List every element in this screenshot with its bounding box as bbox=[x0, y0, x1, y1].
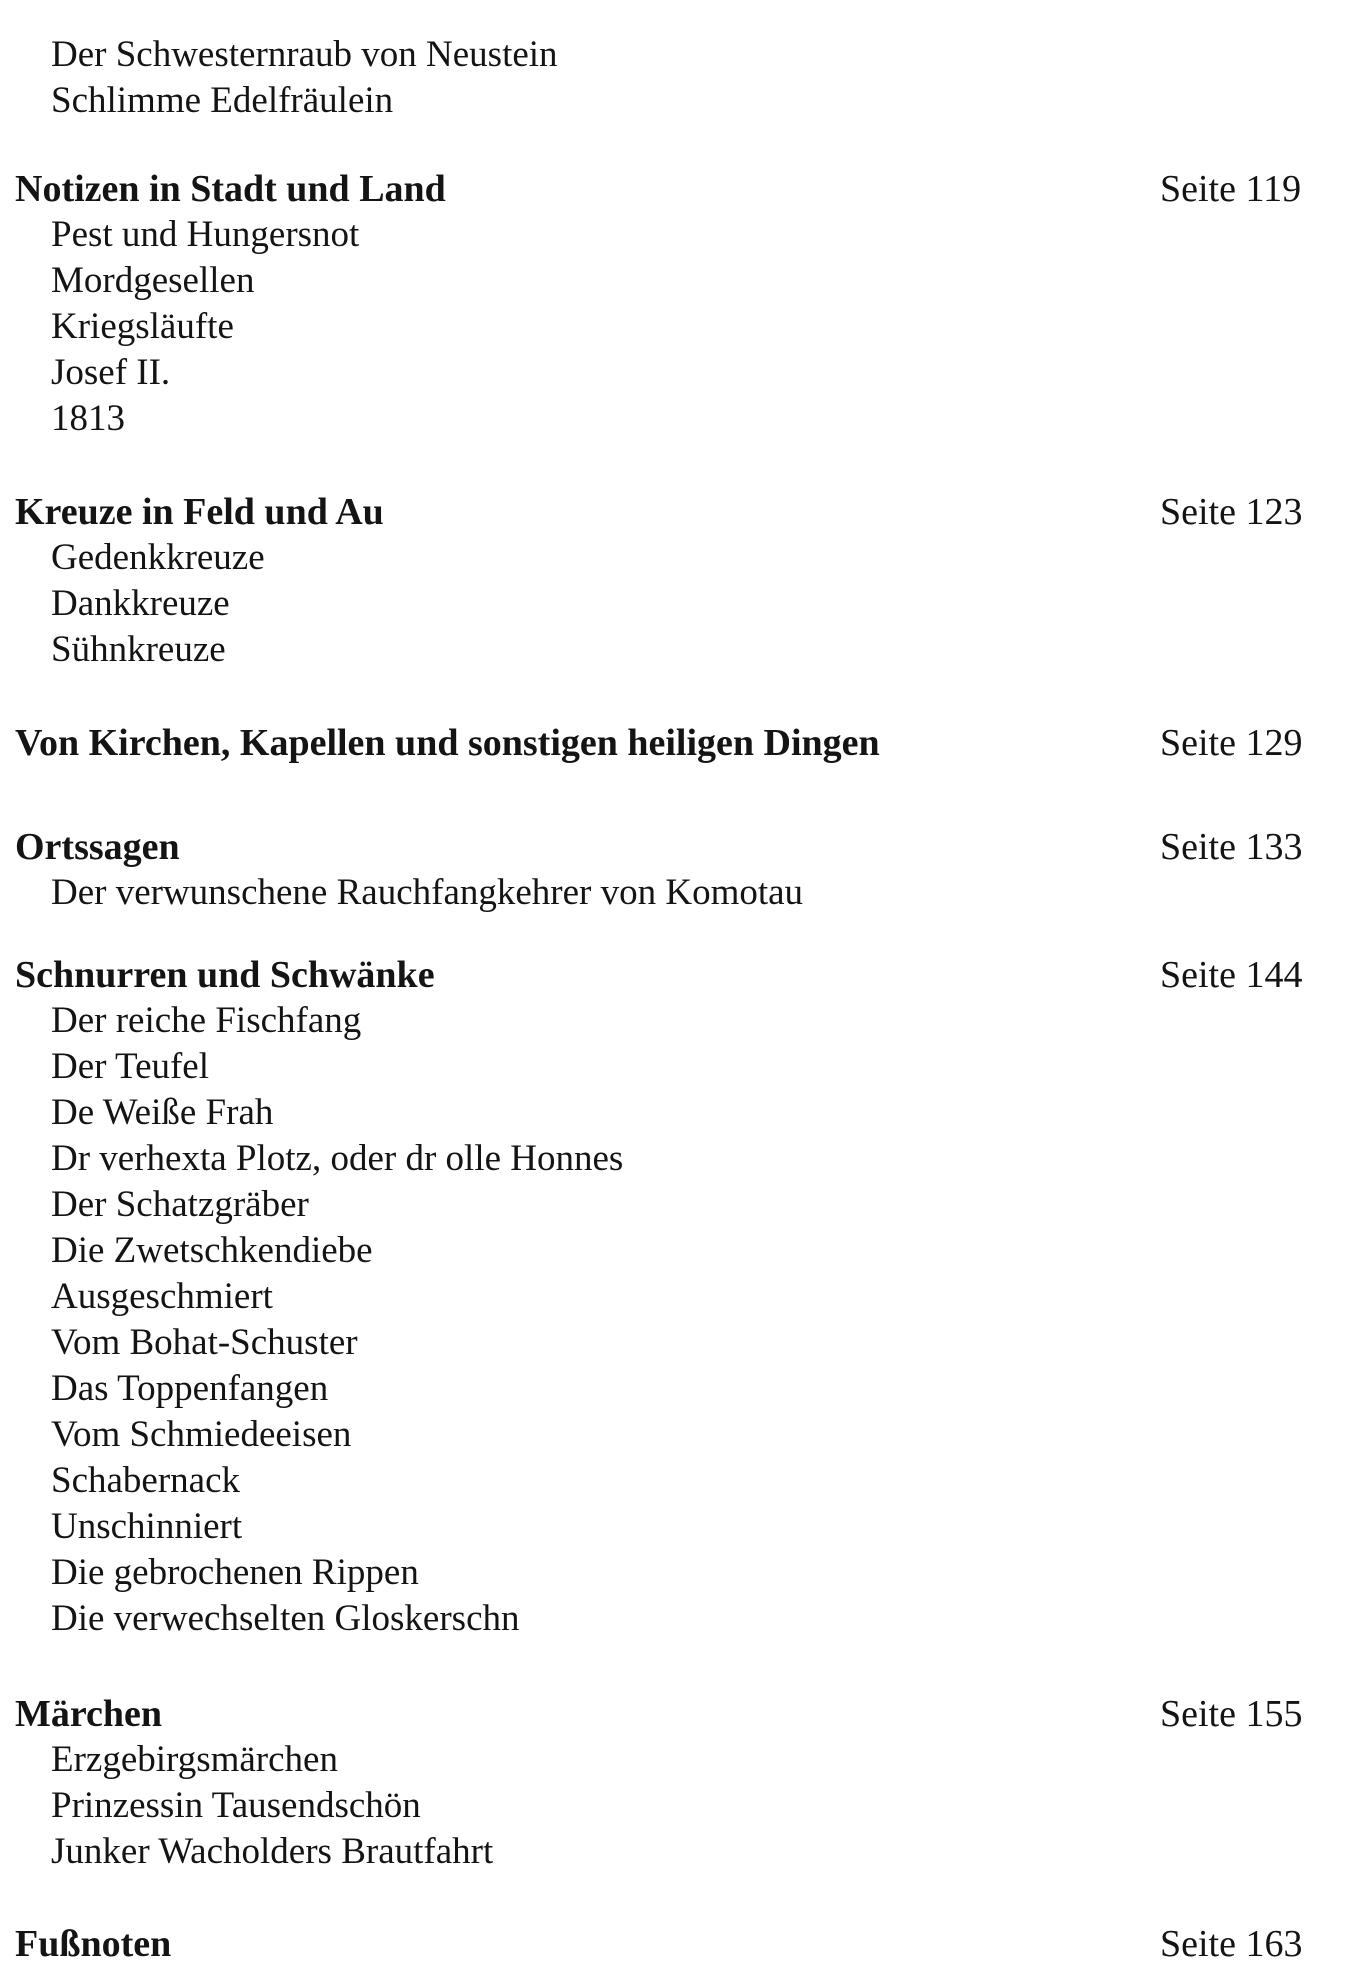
toc-lead-items bbox=[0, 32, 1372, 124]
toc-item: 1813 bbox=[51, 398, 125, 439]
section-title: Von Kirchen, Kapellen und sonstigen heiligen Dingen bbox=[15, 722, 880, 764]
toc-section-ortssagen bbox=[0, 824, 1372, 916]
toc-item: De Weiße Frah bbox=[51, 1092, 274, 1133]
toc-item: Schabernack bbox=[51, 1460, 241, 1501]
toc-item: Dankkreuze bbox=[51, 583, 230, 624]
toc-item: Unschinniert bbox=[51, 1506, 243, 1547]
toc-item: Prinzessin Tausendschön bbox=[51, 1785, 421, 1826]
section-title: Ortssagen bbox=[15, 826, 180, 868]
toc-item: Josef II. bbox=[51, 352, 171, 393]
toc-item: Sühnkreuze bbox=[51, 629, 226, 670]
toc-item: Mordgesellen bbox=[51, 260, 255, 301]
toc-item: Junker Wacholders Brautfahrt bbox=[51, 1831, 494, 1872]
section-page-ref: Seite 129 bbox=[1160, 722, 1303, 764]
toc-item-list bbox=[0, 535, 1372, 673]
toc-section-header bbox=[0, 824, 1372, 870]
toc-item: Erzgebirgsmärchen bbox=[51, 1739, 338, 1780]
section-title: Notizen in Stadt und Land bbox=[15, 168, 446, 210]
toc-section-maerchen bbox=[0, 1691, 1372, 1875]
section-title: Fußnoten bbox=[15, 1923, 172, 1965]
toc-item: Die verwechselten Gloskerschn bbox=[51, 1598, 520, 1639]
toc-item: Der reiche Fischfang bbox=[51, 1000, 362, 1041]
toc-item: Kriegsläufte bbox=[51, 306, 234, 347]
section-page-ref: Seite 133 bbox=[1160, 826, 1303, 868]
section-page-ref: Seite 123 bbox=[1160, 491, 1303, 533]
toc-item: Die Zwetschkendiebe bbox=[51, 1230, 373, 1271]
toc-section-header bbox=[0, 166, 1372, 212]
toc-section-notizen bbox=[0, 166, 1372, 442]
section-page-ref: Seite 163 bbox=[1160, 1923, 1303, 1965]
toc-section-kreuze bbox=[0, 489, 1372, 673]
section-title: Märchen bbox=[15, 1693, 163, 1735]
toc-item: Dr verhexta Plotz, oder dr olle Honnes bbox=[51, 1138, 624, 1179]
toc-item: Das Toppenfangen bbox=[51, 1368, 329, 1409]
toc-item: Der verwunschene Rauchfangkehrer von Komotau bbox=[51, 872, 804, 913]
toc-section-kirchen bbox=[0, 720, 1372, 766]
toc-section-header bbox=[0, 720, 1372, 766]
toc-item: Vom Bohat-Schuster bbox=[51, 1322, 358, 1363]
toc-item-list bbox=[0, 212, 1372, 442]
toc-item: Schlimme Edelfräulein bbox=[51, 80, 394, 121]
toc-item-list bbox=[0, 998, 1372, 1642]
toc-item: Der Schwesternraub von Neustein bbox=[51, 34, 558, 75]
toc-item: Der Teufel bbox=[51, 1046, 210, 1087]
toc-section-header bbox=[0, 489, 1372, 535]
toc-section-schnurren bbox=[0, 952, 1372, 1642]
section-page-ref: Seite 144 bbox=[1160, 954, 1303, 996]
toc-section-header bbox=[0, 1921, 1372, 1967]
toc-item-list bbox=[0, 1737, 1372, 1875]
section-page-ref: Seite 155 bbox=[1160, 1693, 1303, 1735]
toc-section-header bbox=[0, 952, 1372, 998]
toc-item: Pest und Hungersnot bbox=[51, 214, 360, 255]
section-page-ref: Seite 119 bbox=[1160, 168, 1302, 210]
toc-section-header bbox=[0, 1691, 1372, 1737]
toc-item-list bbox=[0, 32, 1372, 124]
toc-item: Der Schatzgräber bbox=[51, 1184, 309, 1225]
toc-item: Gedenkkreuze bbox=[51, 537, 265, 578]
section-title: Schnurren und Schwänke bbox=[15, 954, 435, 996]
toc-item: Ausgeschmiert bbox=[51, 1276, 273, 1317]
section-title: Kreuze in Feld und Au bbox=[15, 491, 384, 533]
toc-item: Die gebrochenen Rippen bbox=[51, 1552, 419, 1593]
toc-item: Vom Schmiedeeisen bbox=[51, 1414, 352, 1455]
toc-section-fussnoten bbox=[0, 1921, 1372, 1967]
toc-item-list bbox=[0, 870, 1372, 916]
